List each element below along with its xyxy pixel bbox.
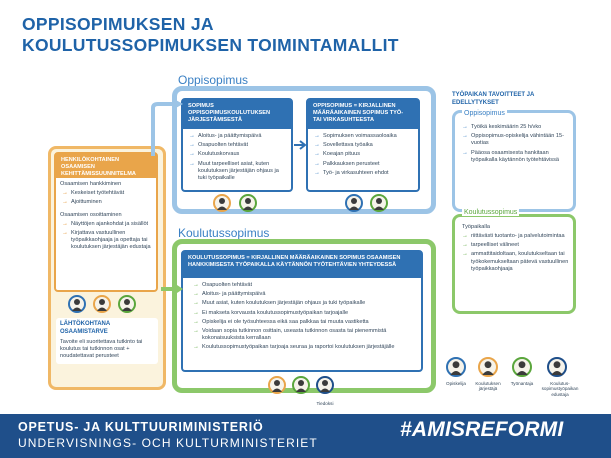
group1-list [56, 188, 156, 206]
list-item: → Muut tarpeelliset asiat, kuten koulutuksen järjestäjän ohjaus ja tuki työpaikalle [189, 161, 287, 183]
lahtokohta-text: Tavoite eli suoritettava tutkinto tai koulutus tai tutkinnon osat + noudatettavat perusteet [60, 339, 143, 360]
avatar-tiedoksi [316, 376, 334, 394]
section-label-oppisopimus: Oppisopimus [178, 73, 249, 87]
list-item: → ammattitaidoltaan, koulutukseltaan tai työkokemukseltaan pätevä vastuullinen työpaikkaohjaaja [462, 251, 570, 273]
arrow-right-icon-2 [160, 282, 184, 296]
list-item: → Sopimuksen voimassaoloaika [314, 133, 414, 140]
avatar-opiskelija [345, 194, 363, 212]
legend-opiskelija: Opiskelija [446, 381, 466, 386]
right-kou-list [462, 233, 570, 275]
avatar-opiskelija-k [268, 376, 286, 394]
list-item: → Sovellettava työaika [314, 142, 414, 149]
box-hoks [54, 152, 158, 292]
box-header: OPPISOPIMUS = KIRJALLINEN MÄÄRÄAIKAINEN SOPIMUS TYÖ- TAI VIRKASUHTEESTA [308, 100, 418, 129]
box-list [183, 129, 291, 182]
legend-jarjestaja: Koulutuksen järjestäjä [475, 381, 501, 392]
list-item: → Voidaan sopia tutkinnon osittain, useasta tutkinnon osasta tai pienemmistä kokonaisuuksista kerrallaan [193, 328, 417, 342]
list-item: → Koulutussopimustyöpaikan tarjoaja seuraa ja raportoi koulutuksen järjestäjälle [193, 344, 417, 351]
footer-ministry-sv: UNDERVISNINGS- OCH KULTURMINISTERIET [18, 436, 318, 450]
title-line-1: OPPISOPIMUKSEN JA [22, 14, 214, 34]
lahtokohta-title: LÄHTÖKOHTANA OSAAMISTARVE [60, 321, 110, 335]
list-item: → riittävästi tuotanto- ja palvelutoimintaa [462, 233, 570, 240]
list-item: → Opiskelija ei ole työsuhteessa eikä saa palkkaa tai muuta vastiketta [193, 319, 417, 326]
list-item: → Koeajan pituus [314, 151, 414, 158]
avatar-tyonantaja-2 [370, 194, 388, 212]
list-item: → Ajoittuminen [62, 199, 152, 206]
avatar-jarjestaja-k [292, 376, 310, 394]
legend-tiedoksi: Tiedoksi [316, 401, 334, 406]
list-item: → tarpeelliset välineet [462, 242, 570, 249]
title-line-2: KOULUTUSSOPIMUKSEN TOIMINTAMALLIT [22, 35, 399, 55]
right-panel-title: TYÖPAIKAN TAVOITTEET JA EDELLYTYKSET [452, 92, 535, 106]
list-item: → Osapuolten tehtävät [193, 282, 417, 289]
lahtokohta-box [56, 318, 158, 364]
group1-title: Osaamisen hankkiminen [60, 181, 122, 187]
page-title [22, 14, 399, 56]
group2-list [56, 219, 156, 252]
arrow-right-icon [293, 140, 307, 150]
list-item: → Muut asiat, kuten koulutuksen järjestäjän ohjaus ja tuki työpaikalle [193, 300, 417, 307]
arrow-up-icon [150, 98, 184, 158]
box-list [183, 278, 421, 352]
list-item: → Kirjattava vastuullinen työpaikkaohjaaja ja opettaja tai koulutuksen järjestäjän edustaja [62, 230, 152, 252]
list-item: → Oppisopimus-opiskelija vähintään 15-vuotias [462, 133, 570, 147]
list-item: → Aloitus- ja päättymispäivä [193, 291, 417, 298]
legend-avatar-tyonantaja [512, 357, 532, 377]
list-item: → Palkkauksen perusteet [314, 161, 414, 168]
avatar-tyonantaja [213, 194, 231, 212]
list-item: → Näyttöjen ajankohdat ja sisällöt [62, 221, 152, 228]
right-opp-label: Oppisopimus [464, 110, 505, 117]
list-item: → Ei makseta korvausta koulutussopimustyöpaikan tarjoajalle [193, 310, 417, 317]
list-item: → Työikä keskimäärin 25 h/vko [462, 124, 570, 131]
list-item: → Koulutuskorvaus [189, 151, 287, 158]
avatar-opiskelija-l [68, 295, 86, 313]
right-kou-label: Koulutussopimus [464, 209, 518, 216]
avatar-tyonantaja-l [118, 295, 136, 313]
legend-avatar-jarjestaja [478, 357, 498, 377]
box-header: HENKILÖKOHTAINEN OSAAMISEN KEHITTÄMISSUUNNITELMA [56, 154, 156, 178]
legend-avatar-koulutussopimus [547, 357, 567, 377]
box-koulutussopimus [181, 250, 423, 372]
footer-hashtag: #AMISREFORMI [400, 418, 564, 441]
list-item: → Aloitus- ja päättymispäivä [189, 133, 287, 140]
legend-koulutussopimus: Koulutus-sopimustyöpaikan edustaja [541, 381, 579, 397]
group2-title: Osaamisen osoittaminen [60, 211, 122, 218]
list-item: → Pääosa osaamisesta hankitaan työpaikalla käytännön työtehtävissä [462, 150, 570, 164]
avatar-jarjestaja [239, 194, 257, 212]
box-header: KOULUTUSSOPIMUS = KIRJALLINEN MÄÄRÄAIKAINEN SOPIMUS OSAAMISEN HANKKIMISESTA TYÖPAIKALLA KÄYTÄNNÖN TYÖTEHTÄVIEN YHTEYDESSÄ [183, 252, 421, 278]
list-item: → Osapuolten tehtävät [189, 142, 287, 149]
section-label-koulutussopimus: Koulutussopimus [178, 226, 270, 240]
footer-ministry-fi: OPETUS- JA KULTTUURIMINISTERIÖ [18, 420, 264, 434]
box-oppisopimus-kirjallinen [306, 98, 420, 192]
list-item: → Keskeiset työtehtävät [62, 190, 152, 197]
legend-avatar-opiskelija [446, 357, 466, 377]
right-opp-list [462, 124, 570, 166]
box-header: SOPIMUS OPPISOPIMUSKOULUTUKSEN JÄRJESTÄMISESTÄ [183, 100, 291, 129]
box-list [308, 129, 418, 177]
avatar-jarjestaja-l [93, 295, 111, 313]
box-sopimus-jarjestamisesta [181, 98, 293, 192]
list-item: → Työ- ja virkasuhteen ehdot [314, 170, 414, 177]
right-kou-title: Työpaikalla [462, 224, 490, 230]
legend-tyonantaja: Työnantaja [510, 381, 534, 386]
